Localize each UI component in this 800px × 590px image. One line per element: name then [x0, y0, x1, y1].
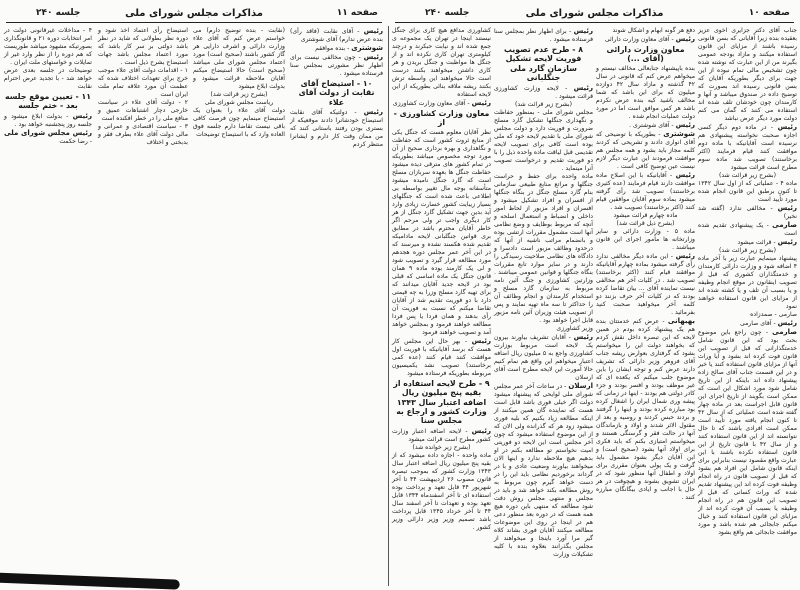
speaker-paragraph: رئیس - آقای صارمی: [740, 319, 797, 327]
paragraph: نظر آقایان معلوم هست که جنگل یکی از منابع ثروت کشور است که حفاظت و نگاهداری و بهره برداری صحیح از آن مورد توجه مخصوص میباشد بطوریکه در تمام کشور های مترقی دیده میشود حفاظت جنگل ها بعهده سربازان مسلح است که گارد جنگل نامیده میشود متأسفانه بوجه مال تغییر بواسطه بی اطلاعی باعث شده است که جنگلهای بسیار زیبایت کشور خسارت زیادی وارد آید بدین جهت تشکیل گارد جنگل از هر کار دیگری واجب تر ولی مرحم اگر خاطر آقایان محترم باشد در مطابق بری قوانین جنگلبانی لایحه مادامیکه تقدیم شده هکسند نشده و میرسند که در این آخر عمر مجلس دوره هجدهم مورد مطالعه قرار گیرد و تصویب شود و لی یک کارمند بوده ماده ۹ همان قانون جنگل یک ماده اساسی که قبلی بود در لایحه جدید آقایان میدانند که برای تهیه گارد مسلح وزرا به چه قیمتی دارد با دو فوریت تقدیم شد از آقایان تقاضا میکنم که نسبت به فوریت آن رأی بدهند و همان فردا یا پس فردا مطالعه خواهند فرمود و بمجلس خواهد آمد و تصویب خواهند فرمود: [392, 128, 491, 336]
section-heading: معاون وزارت دارائی (آقای ...): [606, 45, 685, 64]
speaker-name: رئیس: [573, 83, 593, 92]
page-number: صفحه ۱۰: [748, 8, 790, 18]
speaker-paragraph: رئیس - قرائت میشود: [737, 238, 797, 246]
paragraph: ۴ - مداخلات غیرقانونی دولت در امر انتخابات دوره ۲۱ و قانونگذاری بصورتیکه مشهود میباشد طوریست که هم دوره را از نظر وارد غیر از تمایلات و خواستهای ملت ایران .: [4, 27, 92, 66]
section-heading: ۸ - طرح عدم تصویب فوریت لایحه تشکیل سازمان گارد ملی جنگلبانی: [504, 45, 583, 83]
speaker-name: بهبهانی: [667, 316, 695, 325]
centered-note: (بشرح زیر خوانده شد): [412, 443, 471, 451]
speaker-paragraph: رئیس - آقای نقابت (فاقد رأی) بنده عرض ندارم) آقای شوشتری: [290, 27, 383, 43]
speaker-paragraph: رئیس - دولتیکه آقای نقابت استیضاح خودشانرا دادند موقعیکه از بستری بودن رفتند باستانی کنند که من ممان وقت کار دارم و ایشانرا منتظر کردم: [290, 108, 383, 149]
centered-note: (بشرح ذیل قرائت شد): [616, 219, 675, 227]
speaker-name: رئیس: [573, 27, 593, 35]
page-header: [6, 5, 382, 23]
paragraph: جناب آقای دکتر جزایری اخوی عزیز بعقیده بنده زیرا آقایانی که بسن قانونی رسیده باشند از مزایای این قانون استفاده میکنند و مازاد بودجه عمومی بگیرند من از این عبارت که نوشته شده چون تشخیص مالی تمام نبوده از این جهت برای دیگر بطوریکه آقایان که بسن قانونی رسیده اند بصورت که توضیح داده در صندوق میباشد و آنها و کارمندان چون خودشان تلف شده اند استفاده می کنند که گمان می کنم دولت مورد دیگر عرض نباشد: [698, 27, 797, 122]
speaker-name: صارمی: [772, 328, 797, 336]
speaker-paragraph: رئیس مجلس شورای ملی - رضا حکمت: [4, 128, 92, 145]
speaker-paragraph: بهبهانی - عرض کنم خدمتتان بنده هم یک پیشنهاد کرده بودم در همین لایحه که این تبصره داخل نقش کردم که بخواهند دولت این را میخواستم بشود که گرفتاری بعوارض ریشه جناب آقای فروهر وزیر دارائی که تشریف دارند عرض کنم و توجه ایشان را باین موضوع جلب میکنم که یکعده ای که غیر موظف بودند و افسر بودند و جزء کادر دولتی هم بودند - اینها در زمانی که پیشه وری شمال ایران را اشغال کرده بود مبارزه کرده بودند و اینها را گرفتند و بردند حبس کردند و روسیه و بعد از مقتول الاثر شدند و اولاد و بازماندگان آنها در حالت فقر و گرسنگی هستند و میخواستم امتیازی بکنم که باید فکری برای اولاد آنها بشود (صحیح است) و این آقایان دیگر بشود مشمول باید گرفت و یک پولی بعنوان مقرری برای اولاد و اطفال آنها منظور شود که در ایران تشویق بشوند و هیچوقت در هر حال با اجانب و ایادی بیگانگان مبارزه کنند .: [596, 316, 695, 501]
speaker-name: شوشتری: [351, 44, 383, 52]
paragraph: توضیحات در جلسه بعدی عرض خواهد شد - با تجدید عرض احترام نقابت: [4, 67, 92, 90]
paragraph: ۳ - سیاست اقتصادی و عمرانی و مالی دولت آقای علاء بطرف فقر و بدبختی و اختلاف: [98, 123, 188, 146]
speaker-name: رئیس مجلس شورای ملی: [4, 128, 92, 137]
speaker-paragraph: صارمی - چون راجع باین موضوع بحث بود که این قانون شامل خدمتگذارانی که قبل از تصویب این قانون فوت کرده اند بشود و آیا وراث آنها از مزایای قانون استفاده کنند یا خیر و در این قسمت جناب آقای صالح زاده پیشنهاد داده اند باینکه از این تاریخ شامل شود مورد اشکال این است که ممکن است بگویند از تاریخ اجرای این قانون قابل اجراست بعد در ماده چهار گفته شده است عملیاتی که از سال ۴۲ تا کنون انجام یافته مورد تأیید است ممکن است افرادی باشند که تا حال نتوانسته اند از این قانون استفاده کنند و از سال ۴۲ با قانون تاریخ از این قانون استفاده نکرده باشند با این عبارت واقع مقصود نیست بنابراین برای اینکه قانون شامل این افراد هم بشود که قبل از تصویب قانون در راه انجام وظیفه فوت کرده اند این پیشنهاد تقدیم شده که وراث کسانی که قبل از تصویب این قانون هم در راه انجام وظیفه یا بسبب آن فوت کرده اند از مزایای این قانون استفاده کنند و خیال میکنم جابجائی هم شده باشد و مورد موافقت جابجائی هم واقع بشود: [698, 328, 798, 536]
speaker-name: رئیس: [72, 111, 92, 120]
page-header: [395, 5, 794, 23]
speaker-paragraph: رئیس - لایحه وزارت کشاورزی قرائت میشود .: [494, 83, 593, 100]
centered-note: (بشرح زیر قرائت شد): [719, 172, 776, 179]
speaker-name: رئیس: [777, 123, 797, 131]
text-column: [98, 27, 188, 147]
speaker-name: رئیس: [777, 319, 797, 327]
speaker-name: رئیس: [363, 53, 383, 61]
section-heading: معاون وزارت کشاورزی - از: [393, 109, 490, 128]
speaker-paragraph: رئیس - لایحه اضافه اعتبار وزارت کشور مطرح است قرائت میشود: [392, 426, 491, 443]
section-heading: ۱۱ - تعیین موقع جلسه بعد - ختم جلسه: [5, 92, 91, 111]
paragraph: بنده باپیشنهاد جنابعالی مخالف نیستم و میخواهم عرض کنم که قانونی در سال ۴۲ گذشته و مازاد سال ۴۲ دوازده میلیون که برای این باشد که شما مخالف باشید کیه بنده عرض نکردم باشد هر کس موافق است اما در مورد دولت عملیات انجام شده .: [596, 64, 695, 120]
left-page: [0, 0, 388, 588]
speaker-name: رئیس: [471, 99, 491, 107]
centered-note: ریاست مجلس شورای ملی: [204, 99, 274, 106]
scan-edge-shadow: [0, 572, 180, 590]
speaker-paragraph: شوشتری - بنده موافقم: [315, 44, 383, 52]
speaker-paragraph: رئیس - این ماده دیگر مخالفی ندارد رأی گرفته میشود بماده چهارم آقایانیکه موافقند قیام کنند (اکثر برخاستند) تصویب شد . در کلیات آخر هم مخالفی نیست نماینده آقای ... بیان تقاضا کرده بودند که در کلیات آخر حرف بزنند دو کلمه آخر میخواهید صحبت کنید بفرمائید .: [596, 251, 695, 316]
speaker-name: شوشتری: [663, 129, 695, 138]
text-column: [596, 27, 695, 502]
paragraph: وزیر کشاورزی: [556, 324, 593, 332]
speaker-name: رئیس: [573, 332, 593, 341]
text-column: [698, 27, 797, 537]
centered-note: ماده چهارم قرائت میشود: [613, 211, 678, 219]
section-heading: ۹ - طرح لایحه استفاده از بقیه پنج میلیون ریال اضافه اعتبار سال ۱۳۴۳ وزارت کشور و ارجاع به مجلس سنا: [393, 378, 490, 426]
speaker-paragraph: رئیس - بهر حال این مجلس کار هست که برسد آقایانیکه با فوریت اول موافقت کنند قیام کنند (عده کمی برخاستند) تصویب نشد یکمیسیون مربوطه بطوریکه فرستاده میشود: [392, 336, 491, 377]
speaker-paragraph: رئیس - در ماده دوم دیگر کسی اجازه صحبت نخواسته پیشنهادی هم نرسیده است آقایانیکه با ماده دوم موافقت کنند قیام فرمایند (اکثر برخاستند) تصویب شد ماده سوم مطرح است قرائت میشود: [698, 123, 797, 171]
text-column: [193, 27, 285, 139]
centered-note: (بشرح زیر قرائت شد): [515, 100, 572, 108]
speaker-name: رئیس: [777, 204, 797, 212]
running-title: مذاکرات مجلس شورای ملی: [125, 8, 263, 19]
paragraph: استیضاح رأی اعتماد اخذ شود و دوره نظر بطولانی که شاید در نظر باشد دولتی بر سر کار باشد که مورد اعتماد مجلس باشد جهات استیضاح بشرح ذیل است .: [98, 27, 188, 66]
speaker-paragraph: شوشتری - بطوریکه با توضیحی که آقای انواری دادند و تشریحی که کردند کلمه مجاز باید بشود و همه مجلس هم موافقت فرمودند این عبارت دیگر لازم نیست عین توضیح کافی است .: [596, 129, 695, 170]
paragraph: ماده واحده - اجازه داده میشود که از بقیه پنج میلیون ریال اضافه اعتبار سال ۱۳۴۳ وزارت کشور که بموجب تبصره قانون مصوب ۲۶ اردیبهشت ۴۴ تا آخر شهریور ۴۴ قابل تعهد و پرداخت بوده استفاده ای تا آخر اسفندماه ۱۳۴۴ قابل تعهد بوده و تعهدات تا آخر اسفند سال ۴۴ تا آخر خرداد ۱۳۴۵ قابل پرداخت باشد تصمیم وزیر وزیر دارائی وزیر کشور .: [392, 451, 492, 531]
speaker-paragraph: رئیس - آقای معاون وزارت دارائی: [604, 35, 695, 43]
speaker-paragraph: رئیس - برای اظهار نظر بمجلس سنا فرستاده میشود .: [494, 27, 593, 43]
paragraph: ۲ - دولت آقای علاء در سیاست خارجی دچار اشتباهات عمیق و منافع ملی را در خطر افکنده است: [98, 99, 188, 122]
centered-note: (بشرح زیر قرائت شد): [210, 91, 268, 98]
right-page: [389, 0, 800, 588]
speaker-name: رئیس: [675, 251, 695, 260]
paragraph: صارمی - صمدزاده: [750, 311, 797, 318]
paragraph: ماده ۵ - وزارت دارائی و سایر وزارتخانه ها مأمور اجرای این قانون میباشند .: [596, 227, 695, 251]
speaker-name: صارمی: [772, 221, 797, 229]
speaker-paragraph: ارسلان - در ساعات آخر عمر مجلس شورای ملی لوایحی که پیشنهاد میشود دولت اگر خیلی فوری باشد قابل است هست که نماینده گان همین میکنند از اینکه مطالعه زیاد بکنیم که بلیه فوری میشود زود هر که گذرانده ولی الان که از این موضوع استفاده میشود که چون آخر مجلس است این لایحه دو فوریتی امیت نخواستم تو مطالعه بکنم در او بدهیم هیچ ملاحظه ندارد و اینها الان میخواهند بیاورند وضعیت عادی و با در گرداند برخوردیم نظامی باید این را در دست خواهد گیرم چون مربوط به روش مطالعه بکند خواهد شد و باید در مجلس و منتهی مجلس روش دقت شود مطالعه که منتهی باین دوره هیچ همه هست که در دوره بعد منظور دعی هم در اینجا در روی این موضوعات مطالعه میکنند آقایان فوری بشاند کلاه گیر مرا آورد باینجا و میخواهند از مجلس بگذرانند بعلاوه بنده با کلیه تشکیلات وزارت: [494, 381, 593, 558]
speaker-name: رئیس: [471, 426, 491, 435]
centered-note: (بشرح زیر قرائت شد): [719, 247, 776, 254]
speaker-paragraph: رئیس - مخالفی ندارد (گفته شد نخیر): [698, 204, 797, 220]
paragraph: ماده واحده برای حفظ و حراست جنگلها و مراتع منابع طبیعی سازمانی بنام گارد مسلح جنگل در بنگاه جنگلها از افسران و افراد تشکیل میشود و افسران و افراد مزبور از لحاظ امور داخلی و انضباط و استعمال اسلحه و آنچه که مربوط بوظایف و وضع نظامی آنها است مشمول مقررات ارتشی بوده و بانضمام مراتب ناشیه از آنها که درحدود وظائف مزبور است دادسرا و دادگاه های نظامی صلاحیت رسیدگی را دارند و در سایر موارد تابع مقررات بنگاه جنگلها و قوانین عمومی میباشند . وزارتین کشاورزی و جنگ آئین نامه مربوط به سازمان گارد مسلح و استخدام کارمندان و انجام وظائف آن را حداکثر تا سه ماه تهیه نمایند و پس از تصویب هیئت وزیران آئین نامه مزبور قابل اجرا خواهد بود .: [494, 172, 593, 324]
running-title: مذاکرات مجلس شورای ملی: [525, 8, 664, 19]
speaker-paragraph: رئیس - بدولت ابلاغ میشود و جلسه روز پنجشنبه خواهد بود .: [4, 111, 92, 128]
speaker-paragraph: رئیس - چون مخالفی نیست برای اظهار نظر مشورتی بمجلس سنا فرستاده میشود .: [290, 53, 383, 77]
speaker-name: رئیس: [363, 108, 383, 117]
paragraph: پیشنهاد مینمایم عبارت زیر با آخر ماده ۴ اضافه شود و وزارت دارائی کارمندان و خدمتگذاران کشوری که قبل از تصویب اینقانون در موقع انجام وظیفه و یا بسبب آن تلف و یا کشته شده اند از مزایای این قانون استفاده خواهند نمود: [698, 255, 797, 310]
speaker-name: رئیس: [675, 35, 695, 43]
paragraph: (نقابت - بنده توضیح دارم) می خواستم عرض کنم که آقای علاء وزارت دارائی و اشرف دارایی هر گاز کشور باشند (صحیح است) مورد اعتماد مجلس شورای ملی میباشد (صحیح است) حالا استیضاح میکنم آقایان ملاحظه قرائت میشود و بدولت ابلاغ میشود: [193, 27, 285, 90]
text-column: [392, 27, 491, 532]
session-label: جلسه ۲۴۰: [425, 8, 470, 18]
speaker-paragraph: رئیس - آقای شوشتری .: [629, 120, 695, 129]
speaker-paragraph: رئیس - آقایانیکه با این اصلاح ماده موافقت دارند قیام فرمایند (عده کثیری برخاستند) تصویب شد رأی گرفته میشود بماده سوم آقایان موافقین قیام کنند (اکثر برخاستند) تصویب شد .: [596, 170, 695, 211]
text-column: [494, 27, 593, 559]
paragraph: دفع هر گونه ابهام و اشکال شوند: [612, 27, 695, 34]
text-column: [4, 27, 92, 146]
paragraph: ماده ۴ - عملیاتی که از اول سال ۱۳۴۲ تا کنون برطبق این قانون انجام شده مورد تأیید است: [698, 180, 797, 203]
speaker-paragraph: صارمی - یک پیشنهادی تقدیم شده است: [698, 221, 797, 237]
text-column: [290, 27, 383, 149]
speaker-paragraph: رئیس - آقایان تشریف بیاورند بیرون یک لایحه است مربوط بوزارت کشاورزی واجع به ۵ میلیون ریال اضافه اعتبار میخواهم این واقع هم نمام کنیم حالا آمورت این لایحه مطرح است آقای ارسلان: [494, 332, 593, 381]
paragraph: ۱ - اقدامات دولت آقای علاء موجب خرج برای تعهدات اختلاف شده که عظمت آن مورد علاقه تمام ملت ایران است: [98, 67, 188, 98]
speaker-paragraph: رئیس - آقای معاون وزارت کشاورزی: [392, 99, 491, 107]
section-heading: ۱۰ - استیضاح آقای نقابت از دولت آقای علاء: [298, 79, 375, 107]
speaker-name: رئیس: [675, 120, 695, 129]
paragraph: دولت آقای علاء را بعنوان یک استیضاح مینمایم چون فرصت کافی باقی نیست تقاضا دارم جلسه فوق العاده وارد که با استیضاح توضیحات: [193, 107, 285, 138]
paragraph: مجلس شورای ملی - بمنظور حفاظت و نگهداری جنگلها تشکیل گارد مسلح ضرورت و فوریت دارد و دولت مجلس شورای ملی با تقدیم لایحه خود که ملی بوده است کافی برای تصویب لایحه تقدیمی قبل لیاقت ماده واحده ذیل را با دو فوریت تقدیم و درخواست تصویب آنرا مینماید .: [494, 108, 593, 172]
speaker-name: رئیس: [471, 336, 491, 345]
speaker-name: رئیس: [675, 170, 695, 179]
paragraph: کشاورزی مدافع هیچ کاری برای جنگل نیستند اینجا در تهران یک مجموعه ی جمع شده اند و نیابت حبکرند و درچند کیلومتری تهران کاری نکرده اند و از جنگل ها مواظبت و جنگل بریدن و هر کاری داشتن میخواهند بکنند درست است حالا میخواهند این واسطه ترش بکنند ریشه ملاقه بنائی بطوریکه از این لایحه استفاده: [392, 27, 491, 98]
speaker-name: ارسلان: [568, 381, 593, 390]
speaker-name: رئیس: [777, 238, 797, 246]
speaker-name: رئیس: [363, 27, 383, 35]
session-label: جلسه ۲۴۰: [36, 8, 81, 18]
page-number: صفحه ۱۱: [336, 8, 378, 18]
